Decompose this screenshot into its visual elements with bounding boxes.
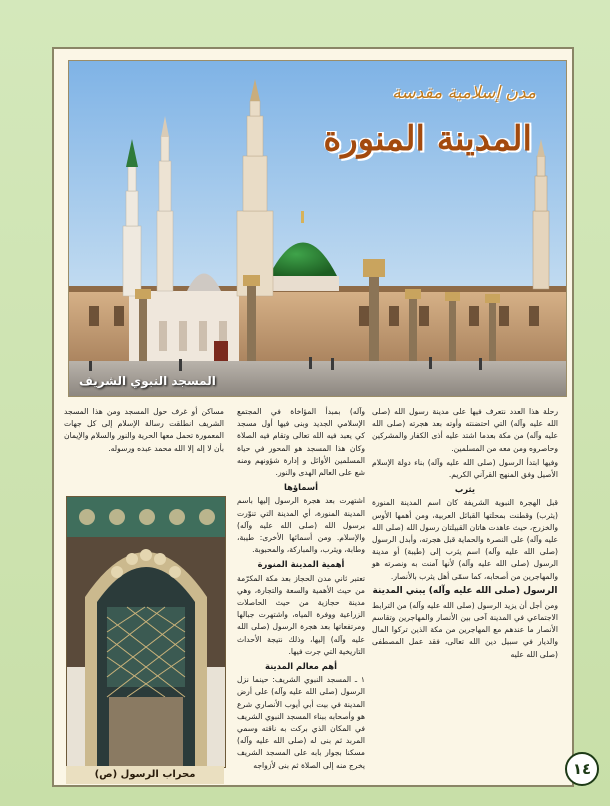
paragraph: ١ ـ المسجد النبوي الشريف: حينما نزل الرسول (صلى الله عليه وآله) على أرض المدينة في بيت أبي أيوب الأنصاري شرع هو وأصحابه ببناء المسجد النبوي الشريف في المكان الذي بركت به ناقته وسمي المربد ثم بنى له (صلى الله عليه وآله) مسكنا بجوار بابه على المسجد الشريف يخرج منه إلى الصلاة ثم بنى لأزواجه <box>237 675 365 770</box>
page-number: ١٤ <box>565 752 599 786</box>
paragraph: رحلة هذا العدد نتعرف فيها على مدينة رسول الله (صلى الله عليه وآله) التي احتضنته وأوته بعد هجرته (صلى الله عليه وآله) من مكة بعدما اشتد عليه أذى الكفار والمشركين وحاصروه ومن معه من المسلمين. <box>372 407 558 453</box>
paragraph: مساكن أو غرف حول المسجد ومن هذا المسجد الشريف انطلقت رسالة الإسلام إلى كل جهات المعمورة تحمل معها الحرية والنور والسلام والإيمان بأن لا إله إلا الله محمد عبده ورسوله. <box>64 407 224 453</box>
section-heading: أهم معالم المدينة <box>265 661 337 672</box>
paragraph: قبل الهجرة النبوية الشريفة كان اسم المدينة المنورة (يثرب) وقطنت بمحلتها القبائل العربية، ومن أهمها الأوس والخزرج، حيث عاهدت هاتان القبيلتان رسول الله (صلى الله عليه وآله) على النصرة والحماية قبل هجرته، وأبدل الرسول (صلى الله عليه وآله) اسم يثرب إلى (طيبة) أو مدينة الرسول (صلى الله عليه وآله) لأنها آمنت به ونصرته هو والمهاجرين من أصحابه، كما سمّى أهل يثرب بالأنصار. <box>372 498 558 581</box>
paragraph: ومن أجل أن يزيد الرسول (صلى الله عليه وآله) من الترابط الاجتماعي في المدينة آخى بين الأنصار والمهاجرين وتقاسم الأنصار ما عندهم مع المهاجرين من مكة الذين تركوا المال والديار في سبيل دين الله تعالى، فقد عمل المصطفى (صلى الله عليه <box>372 600 558 659</box>
series-title: مدن إسلامية مقدسة <box>392 83 536 103</box>
mihrab-photo <box>66 496 226 768</box>
article-column-left <box>64 406 224 457</box>
section-heading: الرسول (صلى الله عليه وآله) يبني المدينة <box>372 585 558 596</box>
section-heading: أسماؤها <box>283 482 319 493</box>
mihrab-caption: محراب الرسول (ص) <box>66 766 224 784</box>
paragraph: اشتهرت بعد هجرة الرسول إليها باسم المدينة المنورة، أي المدينة التي تنوّرت برسول الله (صلى الله عليه وآله) والإسلام. ومن أسمائها الأخرى: طيبة، وطابة، ويثرب، والمباركة، والمحبوبة. <box>237 496 365 555</box>
page-title: المدينة المنورة <box>323 119 532 159</box>
article-column-right <box>372 406 558 663</box>
paragraph: تعتبر ثاني مدن الحجاز بعد مكة المكرّمة من حيث الأهمية والسعة والتجارة، وهي مدينة حجازية من حيث الحاصلات الزراعية ووفرة المياه، واشتهرت جبالها ومرتفعاتها بعد هجرة الرسول (صلى الله عليه وآله) إليها، وذلك نتيجة الأحداث التاريخية التي جرت فيها. <box>237 573 365 656</box>
hero-caption: المسجد النبوي الشريف <box>79 374 216 388</box>
mihrab-illustration <box>67 497 225 767</box>
section-heading: يثرب <box>454 484 476 495</box>
section-heading: أهمية المدينة المنورة <box>257 559 345 570</box>
paragraph: وفيها ابتدأ الرسول (صلى الله عليه وآله) بناء دولة الإسلام الأصيل وفق المنهج القرآني الكريم. <box>372 457 558 480</box>
paragraph: وآله) بمبدأ المؤاخاة في المجتمع الإسلامي الجديد وبنى فيها أول مسجد كي يعبد فيه الله تعالى وتقام فيه الصلاة وكان هذا المسجد هو المحور في حياة المسلمين الأوائل و إدارة شؤونهم ومنه شع على العالم الهدى والنور. <box>237 407 365 478</box>
hero-photo <box>68 60 567 397</box>
article-column-middle <box>237 406 365 774</box>
mosque-illustration <box>69 61 566 396</box>
